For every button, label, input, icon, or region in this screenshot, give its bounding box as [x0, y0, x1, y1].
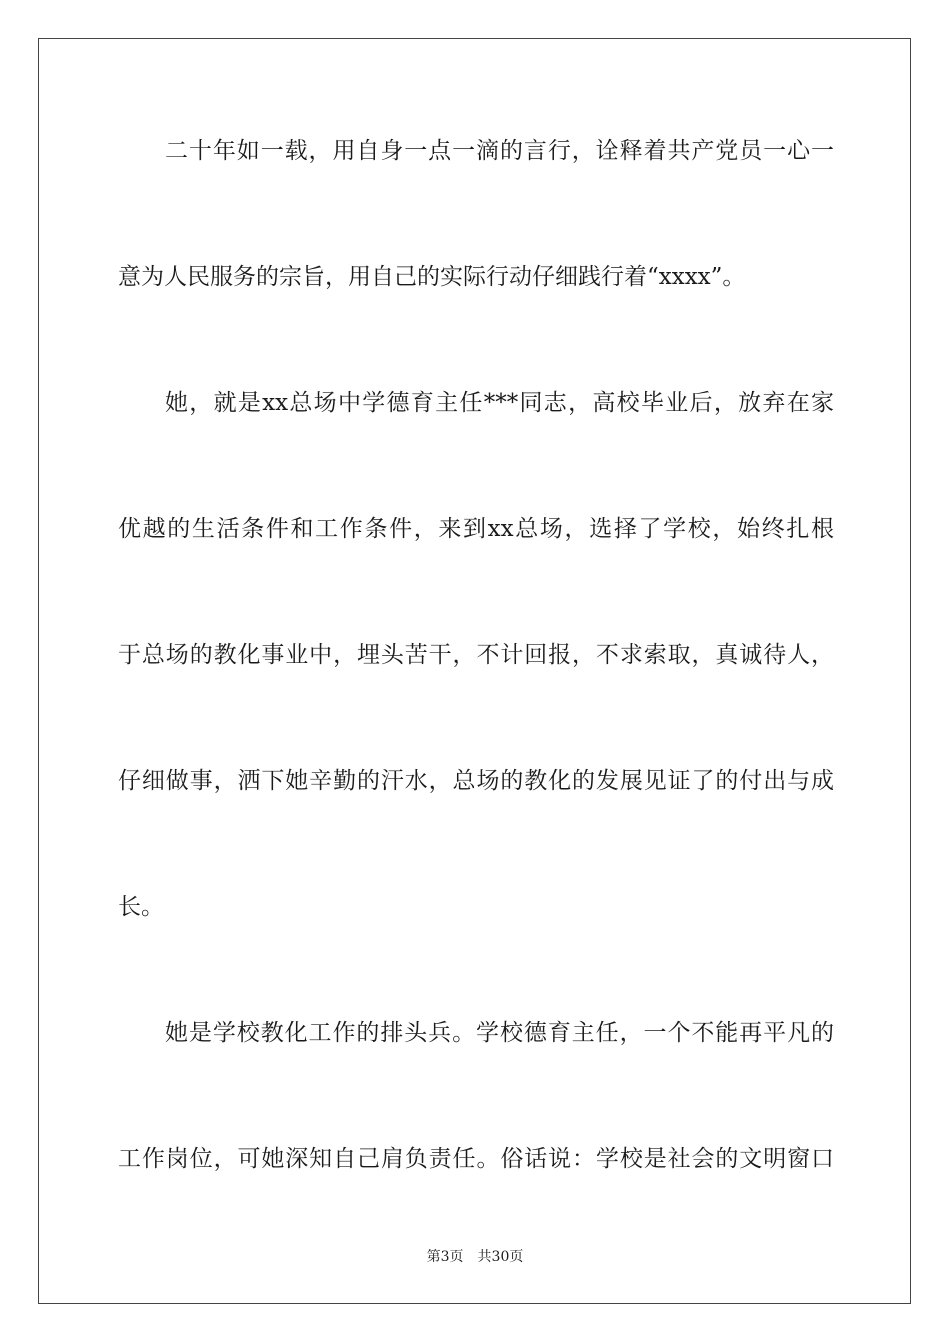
page-footer — [0, 1248, 950, 1266]
page-total: 共30页 — [477, 1249, 524, 1265]
paragraph-2-line-1: 她，就是xx总场中学德育主任***同志，高校毕业后，放弃在家 — [165, 390, 834, 416]
paragraph-3-line-1: 她是学校教化工作的排头兵。学校德育主任，一个不能再平凡的 — [165, 1020, 834, 1046]
paragraph-3-line-2: 工作岗位，可她深知自己肩负责任。俗话说：学校是社会的文明窗口 — [118, 1146, 834, 1172]
page-border — [38, 38, 911, 1304]
paragraph-2-line-4: 仔细做事，洒下她辛勤的汗水，总场的教化的发展见证了的付出与成 — [118, 768, 834, 794]
paragraph-2-line-2: 优越的生活条件和工作条件，来到xx总场，选择了学校，始终扎根 — [118, 516, 834, 542]
paragraph-2-line-3: 于总场的教化事业中，埋头苦干，不计回报，不求索取，真诚待人， — [118, 642, 834, 668]
paragraph-1-line-1: 二十年如一载，用自身一点一滴的言行，诠释着共产党员一心一 — [165, 138, 834, 164]
paragraph-1-line-2: 意为人民服务的宗旨，用自己的实际行动仔细践行着“xxxx”。 — [118, 264, 746, 290]
page-number: 第3页 — [426, 1249, 464, 1265]
paragraph-2-line-5: 长。 — [118, 894, 164, 920]
